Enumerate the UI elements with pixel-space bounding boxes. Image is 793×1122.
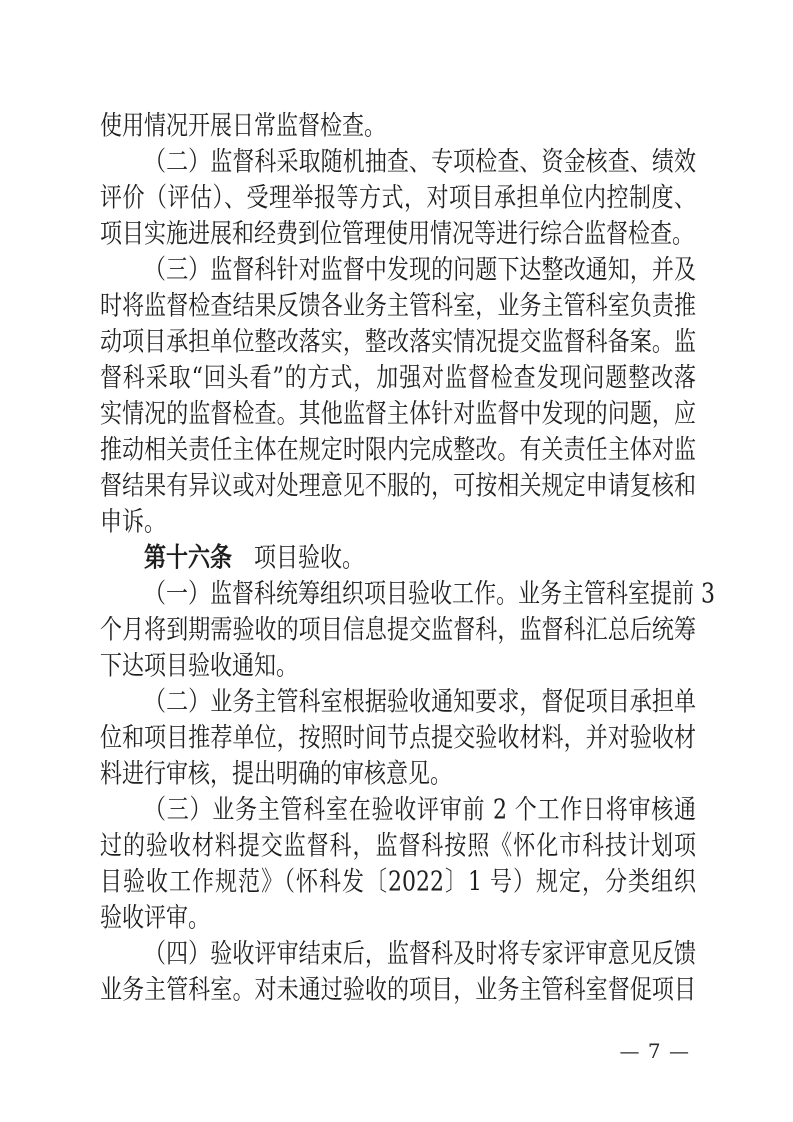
text-line: 评价（评估）、受理举报等方式，对项目承担单位内控制度、 bbox=[100, 183, 696, 214]
text-line: 个月将到期需验收的项目信息提交监督科，监督科汇总后统筹 bbox=[100, 615, 696, 646]
text-line: （三）监督科针对监督中发现的问题下达整改通知，并及 bbox=[144, 255, 696, 286]
document-body bbox=[100, 109, 715, 1009]
text-line: 业务主管科室。对未通过验收的项目，业务主管科室督促项目 bbox=[100, 975, 696, 1006]
text-line: 实情况的监督检查。其他监督主体针对监督中发现的问题，应 bbox=[100, 399, 696, 430]
text-line: （二）监督科采取随机抽查、专项检查、资金核查、绩效 bbox=[144, 147, 696, 178]
text-line: （二）业务主管科室根据验收通知要求，督促项目承担单 bbox=[144, 687, 696, 718]
text-line: 使用情况开展日常监督检查。 bbox=[100, 111, 387, 142]
text-line: 督科采取“回头看”的方式，加强对监督检查发现问题整改落 bbox=[100, 363, 696, 394]
article-number: 第十六条 bbox=[144, 543, 233, 574]
text-line: 下达项目验收通知。 bbox=[100, 651, 299, 682]
text-line: 动项目承担单位整改落实，整改落实情况提交监督科备案。监 bbox=[100, 327, 696, 358]
text-line: （一）监督科统筹组织项目验收工作。业务主管科室提前 3 bbox=[144, 579, 715, 610]
text-line: 验收评审。 bbox=[100, 903, 211, 934]
text-line: 位和项目推荐单位，按照时间节点提交验收材料，并对验收材 bbox=[100, 723, 696, 754]
text-line: 料进行审核，提出明确的审核意见。 bbox=[100, 759, 453, 790]
text-line: （四）验收评审结束后，监督科及时将专家评审意见反馈 bbox=[144, 939, 696, 970]
text-line: 项目实施进展和经费到位管理使用情况等进行综合监督检查。 bbox=[100, 219, 695, 250]
text-line: （三）业务主管科室在验收评审前 2 个工作日将审核通 bbox=[144, 795, 696, 826]
article-title: 项目验收。 bbox=[254, 543, 365, 574]
text-line: 时将监督检查结果反馈各业务主管科室，业务主管科室负责推 bbox=[100, 291, 696, 322]
text-line: 推动相关责任主体在规定时限内完成整改。有关责任主体对监 bbox=[100, 435, 696, 466]
text-line: 过的验收材料提交监督科，监督科按照《怀化市科技计划项 bbox=[100, 831, 696, 862]
page-number: — 7 — bbox=[619, 1039, 690, 1063]
text-line: 督结果有异议或对处理意见不服的，可按相关规定申请复核和 bbox=[100, 471, 696, 502]
text-line: 目验收工作规范》（怀科发〔2022〕1 号）规定，分类组织 bbox=[100, 867, 696, 898]
text-line: 申诉。 bbox=[100, 507, 167, 538]
